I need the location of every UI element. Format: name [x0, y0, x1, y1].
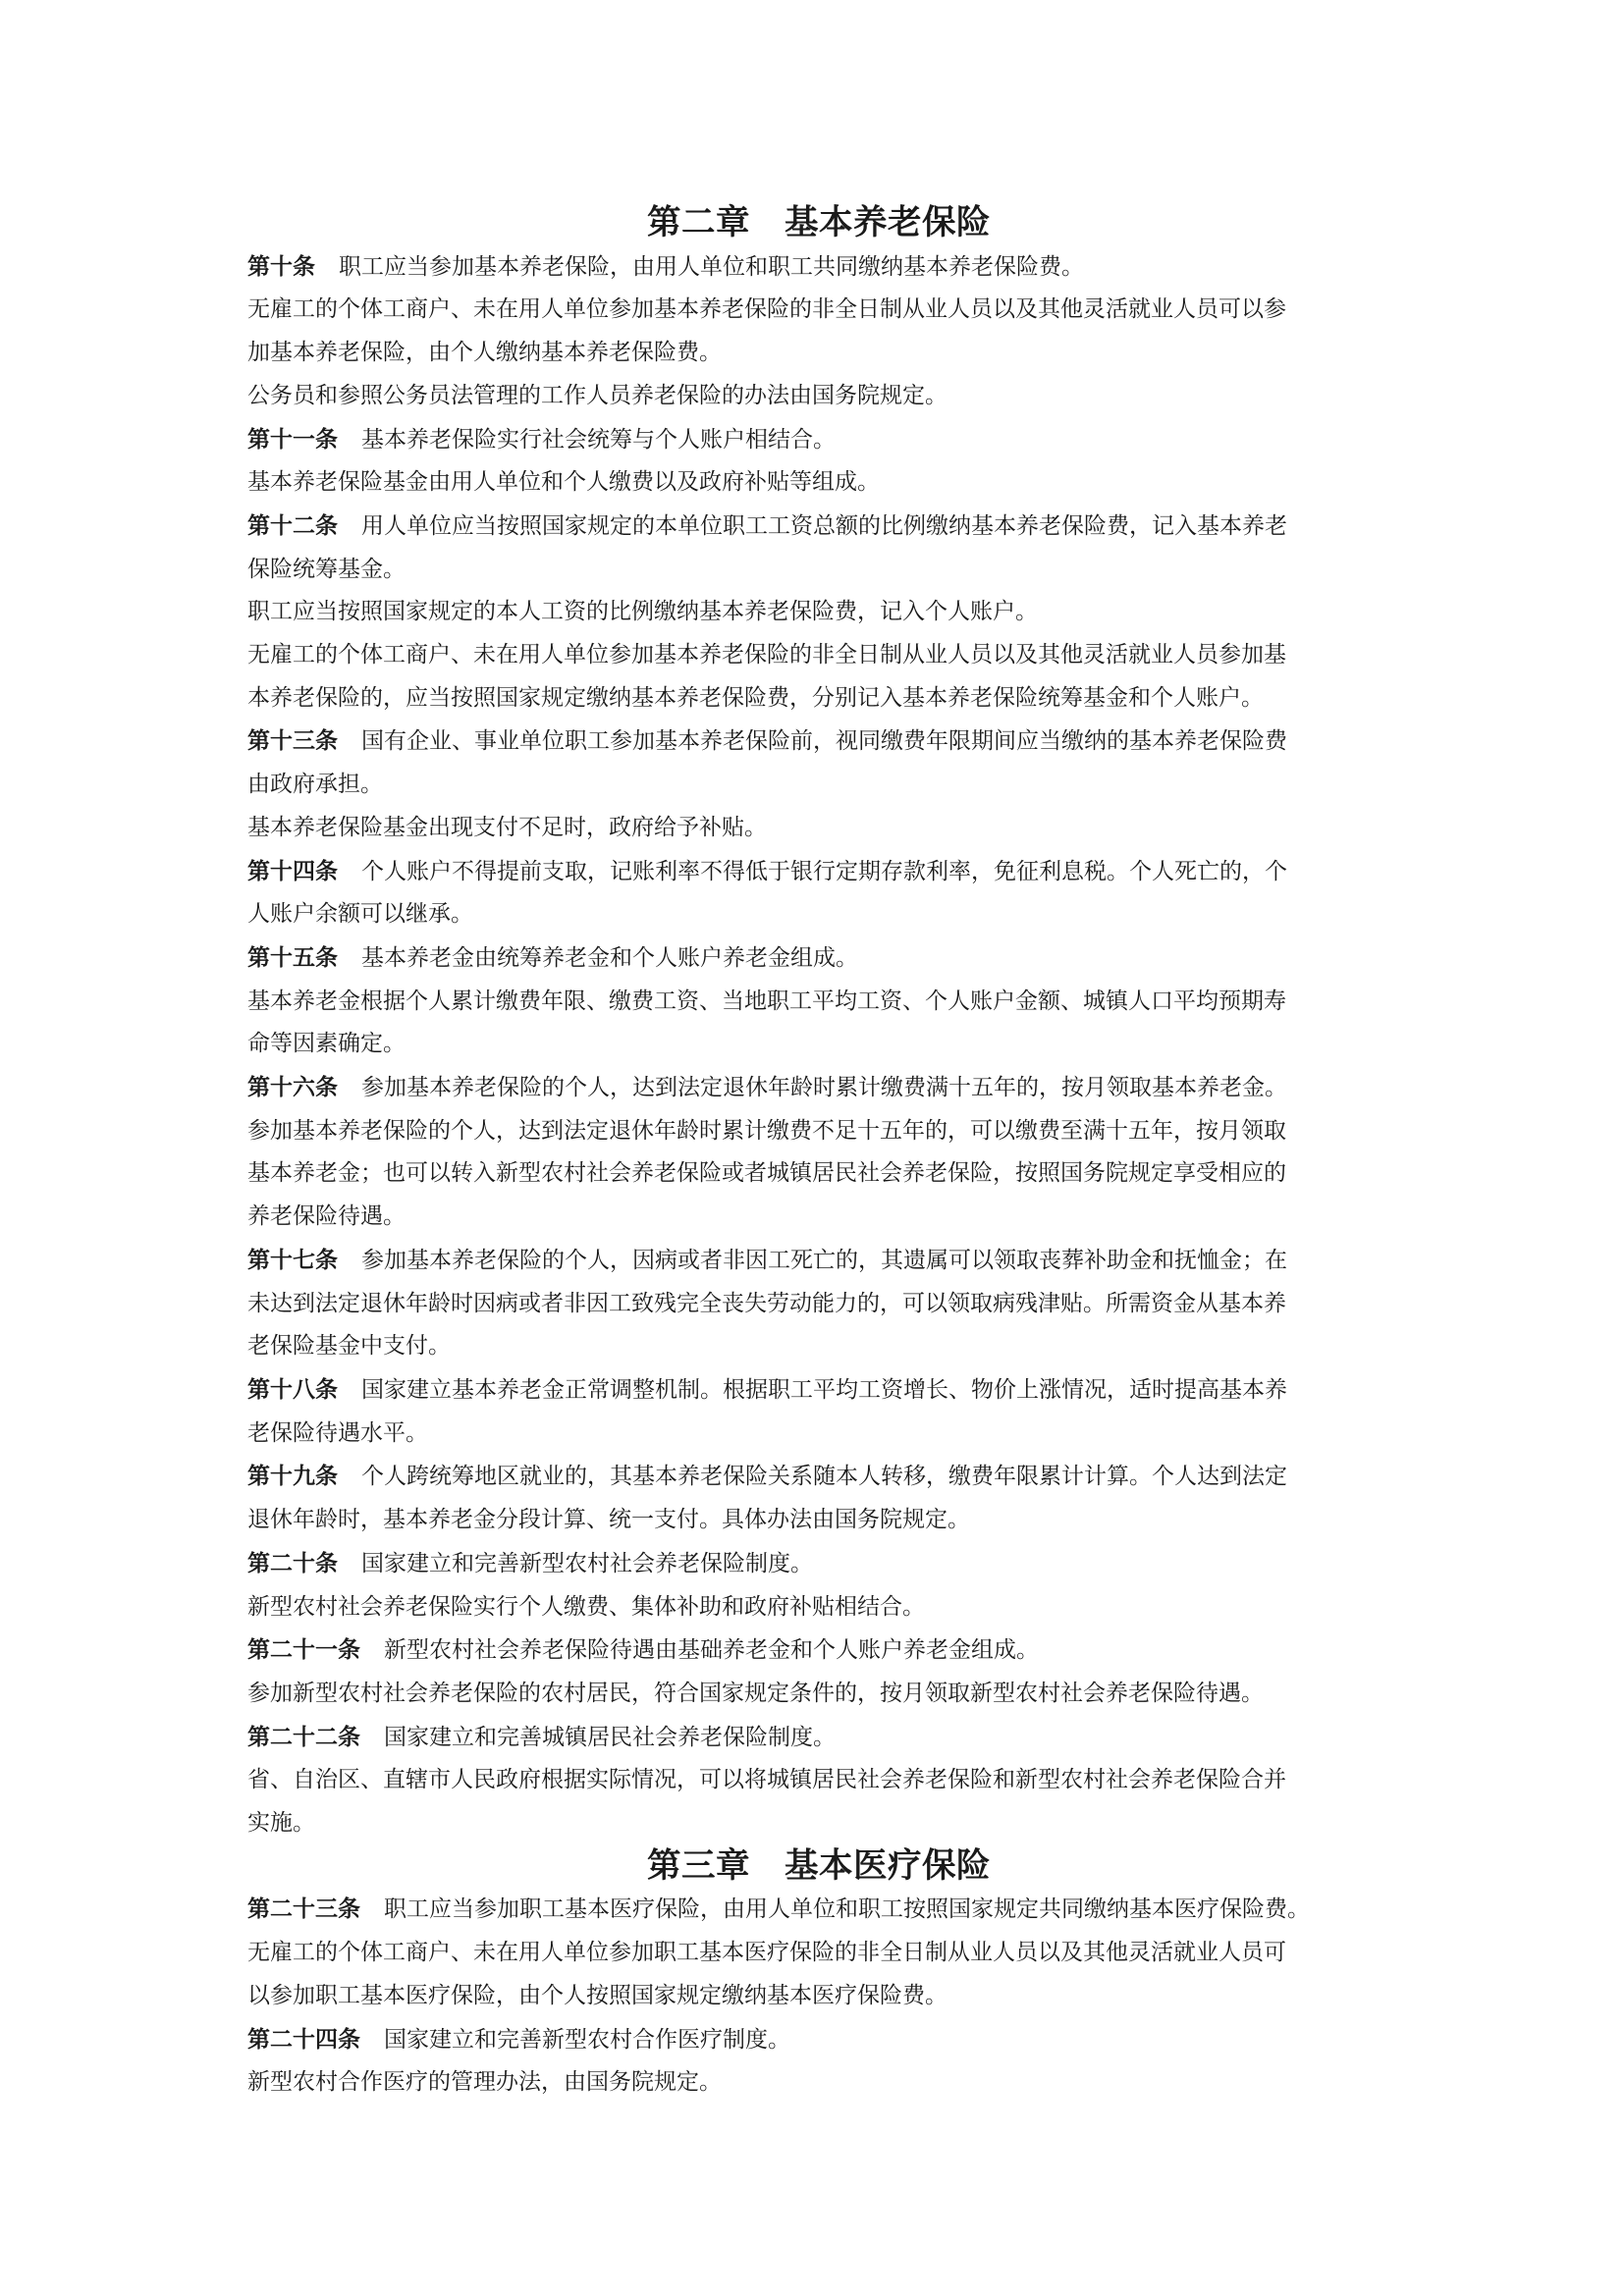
article-number: 第十条 — [247, 252, 315, 280]
paragraph: 基本养老保险基金由用人单位和个人缴费以及政府补贴等组成。 — [247, 469, 880, 496]
paragraph: 无雇工的个体工商户、未在用人单位参加基本养老保险的非全日制从业人员以及其他灵活就业人员参加基 本养老保险的，应当按照国家规定缴纳基本养老保险费，分别记入基本养老保险统筹基金和个人账户。 — [247, 642, 1286, 711]
article-text: 基本养老保险实行社会统筹与个人账户相结合。 — [361, 426, 836, 453]
paragraph: 参加新型农村社会养老保险的农村居民，符合国家规定条件的，按月领取新型农村社会养老保险待遇。 — [247, 1680, 1264, 1706]
article-text: 个人跨统筹地区就业的，其基本养老保险关系随本人转移，缴费年限累计计算。个人达到法定 退休年龄时，基本养老金分段计算、统一支付。具体办法由国务院规定。 — [247, 1464, 1287, 1533]
article-number: 第二十三条 — [247, 1896, 360, 1923]
article-paragraph — [247, 1455, 1388, 1541]
article-text: 基本养老金由统筹养老金和个人账户养老金组成。 — [361, 944, 858, 971]
chapter-body — [247, 245, 1388, 1845]
article-paragraph — [247, 850, 1388, 936]
article-number: 第二十一条 — [247, 1636, 360, 1664]
article-text: 职工应当参加基本养老保险，由用人单位和职工共同缴纳基本养老保险费。 — [339, 253, 1084, 280]
article-text: 用人单位应当按照国家规定的本单位职工工资总额的比例缴纳基本养老保险费，记入基本养老 保险统筹基金。 — [247, 512, 1287, 582]
article-paragraph — [247, 1368, 1388, 1455]
article-number: 第十八条 — [247, 1375, 338, 1403]
article-number: 第十四条 — [247, 857, 338, 884]
article-text: 参加基本养老保险的个人，达到法定退休年龄时累计缴费满十五年的，按月领取基本养老金。 — [361, 1075, 1287, 1101]
article-text: 国家建立和完善城镇居民社会养老保险制度。 — [384, 1724, 836, 1750]
article-paragraph — [247, 505, 1388, 591]
paragraph: 无雇工的个体工商户、未在用人单位参加职工基本医疗保险的非全日制从业人员以及其他灵活就业人员可 以参加职工基本医疗保险，由个人按照国家规定缴纳基本医疗保险费。 — [247, 1940, 1286, 2008]
article-number: 第十一条 — [247, 425, 338, 453]
article-paragraph — [247, 1716, 1388, 1760]
article-text: 国有企业、事业单位职工参加基本养老保险前，视同缴费年限期间应当缴纳的基本养老保险费 由政府承担。 — [247, 728, 1287, 798]
article-text: 国家建立基本养老金正常调整机制。根据职工平均工资增长、物价上涨情况，适时提高基本养 老保险待遇水平。 — [247, 1376, 1287, 1446]
article-text: 职工应当参加职工基本医疗保险，由用人单位和职工按照国家规定共同缴纳基本医疗保险费。 — [384, 1896, 1310, 1923]
paragraph: 新型农村社会养老保险实行个人缴费、集体补助和政府补贴相结合。 — [247, 1593, 925, 1620]
paragraph: 公务员和参照公务员法管理的工作人员养老保险的办法由国务院规定。 — [247, 382, 947, 408]
article-number: 第十七条 — [247, 1246, 338, 1273]
chapter-title: 第三章 基本医疗保险 — [647, 1845, 991, 1886]
chapter-title: 第二章 基本养老保险 — [647, 203, 991, 242]
article-paragraph — [247, 1629, 1388, 1673]
article-paragraph — [247, 1239, 1388, 1368]
article-text: 参加基本养老保险的个人，因病或者非因工死亡的，其遗属可以领取丧葬补助金和抚恤金；在 未达到法定退休年龄时因病或者非因工致残完全丧失劳动能力的，可以领取病残津贴。所需资金从基本养 老保险基金中支付。 — [247, 1247, 1287, 1360]
paragraph: 基本养老保险基金出现支付不足时，政府给予补贴。 — [247, 814, 767, 840]
paragraph: 省、自治区、直辖市人民政府根据实际情况，可以将城镇居民社会养老保险和新型农村社会养老保险合并 实施。 — [247, 1767, 1286, 1837]
article-number: 第十五条 — [247, 943, 338, 971]
paragraph: 新型农村合作医疗的管理办法，由国务院规定。 — [247, 2069, 722, 2096]
paragraph: 基本养老金根据个人累计缴费年限、缴费工资、当地职工平均工资、个人账户金额、城镇人口平均预期寿 命等因素确定。 — [247, 988, 1286, 1057]
article-text: 新型农村社会养老保险待遇由基础养老金和个人账户养老金组成。 — [384, 1637, 1039, 1664]
paragraph: 参加基本养老保险的个人，达到法定退休年龄时累计缴费不足十五年的，可以缴费至满十五年，按月领取 基本养老金；也可以转入新型农村社会养老保险或者城镇居民社会养老保险，按照国务院规定享受相应的 养老保险待遇。 — [247, 1117, 1286, 1230]
article-paragraph — [247, 1066, 1388, 1110]
article-text: 个人账户不得提前支取，记账利率不得低于银行定期存款利率，免征利息税。个人死亡的，个 人账户余额可以继承。 — [247, 858, 1287, 928]
article-paragraph — [247, 720, 1388, 806]
article-number: 第二十二条 — [247, 1723, 360, 1750]
article-paragraph — [247, 2018, 1388, 2062]
article-paragraph — [247, 936, 1388, 981]
article-number: 第十九条 — [247, 1463, 338, 1490]
article-number: 第二十四条 — [247, 2025, 360, 2053]
article-text: 国家建立和完善新型农村合作医疗制度。 — [384, 2026, 790, 2053]
article-number: 第二十条 — [247, 1549, 338, 1576]
article-number: 第十二条 — [247, 511, 338, 539]
article-paragraph — [247, 245, 1388, 290]
chapter-body — [247, 1888, 1388, 2105]
article-number: 第十三条 — [247, 727, 338, 755]
paragraph: 职工应当按照国家规定的本人工资的比例缴纳基本养老保险费，记入个人账户。 — [247, 599, 1038, 625]
article-paragraph — [247, 1888, 1388, 1932]
article-paragraph — [247, 1542, 1388, 1586]
paragraph: 无雇工的个体工商户、未在用人单位参加基本养老保险的非全日制从业人员以及其他灵活就业人员可以参 加基本养老保险，由个人缴纳基本养老保险费。 — [247, 296, 1286, 366]
article-paragraph — [247, 418, 1388, 462]
article-number: 第十六条 — [247, 1074, 338, 1101]
article-text: 国家建立和完善新型农村社会养老保险制度。 — [361, 1550, 813, 1576]
